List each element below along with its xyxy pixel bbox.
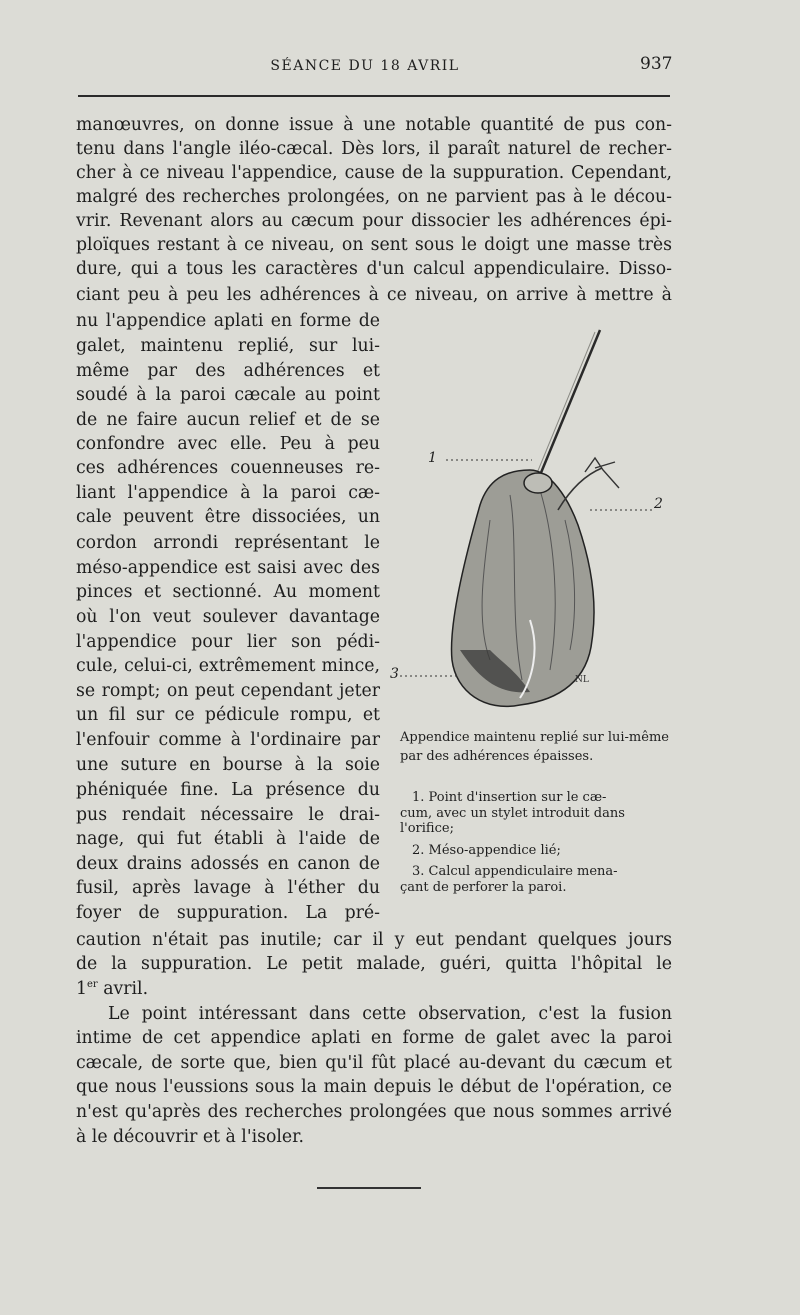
caption-item: 1. Point d'insertion sur le cæ- <box>412 790 607 805</box>
text-line: où l'on veut soulever davantage <box>76 607 380 627</box>
text-line: cher à ce niveau l'appendice, cause de la suppuration. Cependant, <box>76 163 672 183</box>
text-line: de ne faire aucun relief et de se <box>76 410 380 430</box>
ordinal-suffix: er <box>87 979 98 991</box>
text-line: n'est qu'après des recherches prolongées que nous sommes arrivé <box>76 1102 672 1122</box>
figure-label-2: 2 <box>654 496 663 512</box>
figure-label-3: 3 <box>390 666 399 682</box>
appendix-mass <box>452 470 595 706</box>
appendix-illustration <box>390 320 675 725</box>
page-number: 937 <box>640 54 673 74</box>
text-line: l'enfouir comme à l'ordinaire par <box>76 730 380 750</box>
stylet-line <box>538 330 600 480</box>
caption-item: 3. Calcul appendiculaire mena- <box>412 864 618 879</box>
date-rest: avril. <box>97 979 149 999</box>
caption-item: cum, avec un stylet introduit dans <box>400 806 625 821</box>
text-line: soudé à la paroi cæcale au point <box>76 385 380 405</box>
text-line: cordon arrondi représentant le <box>76 533 380 553</box>
text-line: cule, celui-ci, extrêmement mince, <box>76 656 380 676</box>
caption-item: l'orifice; <box>400 821 454 836</box>
text-line: pus rendait nécessaire le drai- <box>76 805 380 825</box>
date-number: 1 <box>76 979 87 999</box>
text-line: manœuvres, on donne issue à une notable quantité de pus con- <box>76 115 672 135</box>
text-line <box>76 978 672 1000</box>
text-line: un fil sur ce pédicule rompu, et <box>76 705 380 725</box>
text-line: l'appendice pour lier son pédi- <box>76 632 380 652</box>
text-line: galet, maintenu replié, sur lui- <box>76 336 380 356</box>
text-line: phéniquée fine. La présence du <box>76 780 380 800</box>
text-line: intime de cet appendice aplati en forme de galet avec la paroi <box>76 1028 672 1048</box>
text-line: cæcale, de sorte que, bien qu'il fût placé au-devant du cæcum et <box>76 1053 672 1073</box>
text-line: ploïques restant à ce niveau, on sent sous le doigt une masse très <box>76 235 672 255</box>
figure-label-1: 1 <box>428 450 437 466</box>
caption-item: çant de perforer la paroi. <box>400 880 567 895</box>
text-line: de la suppuration. Le petit malade, guéri, quitta l'hôpital le <box>76 954 672 974</box>
engraver-signature: NL <box>575 675 589 685</box>
insertion-orifice <box>524 473 552 493</box>
text-line: dure, qui a tous les caractères d'un calcul appendiculaire. Disso- <box>76 259 672 279</box>
text-line: tenu dans l'angle iléo-cæcal. Dès lors, il paraît naturel de recher- <box>76 139 672 159</box>
section-separator <box>317 1187 421 1189</box>
header-rule <box>78 95 670 97</box>
text-line: deux drains adossés en canon de <box>76 854 380 874</box>
text-line: pinces et sectionné. Au moment <box>76 582 380 602</box>
text-line: vrir. Revenant alors au cæcum pour dissocier les adhérences épi- <box>76 211 672 231</box>
running-header: SÉANCE DU 18 AVRIL <box>270 58 460 74</box>
text-line: nage, qui fut établi à l'aide de <box>76 829 380 849</box>
ligature-knot <box>585 458 619 488</box>
text-line: à le découvrir et à l'isoler. <box>76 1127 304 1147</box>
text-line: nu l'appendice aplati en forme de <box>76 311 380 331</box>
text-line: fusil, après lavage à l'éther du <box>76 878 380 898</box>
caption-item: 2. Méso-appendice lié; <box>412 843 561 858</box>
text-line: cale peuvent être dissociées, un <box>76 507 380 527</box>
text-line: même par des adhérences et <box>76 361 380 381</box>
text-line: malgré des recherches prolongées, on ne parvient pas à le décou- <box>76 187 672 207</box>
text-line: Le point intéressant dans cette observation, c'est la fusion <box>108 1004 672 1024</box>
text-line: se rompt; on peut cependant jeter <box>76 681 380 701</box>
text-line: ciant peu à peu les adhérences à ce niveau, on arrive à mettre à <box>76 285 672 305</box>
text-line: confondre avec elle. Peu à peu <box>76 434 380 454</box>
text-line: liant l'appendice à la paroi cæ- <box>76 483 380 503</box>
text-line: une suture en bourse à la soie <box>76 755 380 775</box>
figure-caption-title: Appendice maintenu replié sur lui-même par des adhérences épaisses. <box>400 730 669 764</box>
stylet-shadow <box>535 332 595 478</box>
text-line: ces adhérences couenneuses re- <box>76 458 380 478</box>
text-line: que nous l'eussions sous la main depuis le début de l'opération, ce <box>76 1077 672 1097</box>
text-line: caution n'était pas inutile; car il y eut pendant quelques jours <box>76 930 672 950</box>
text-line: foyer de suppuration. La pré- <box>76 903 380 923</box>
text-line: méso-appendice est saisi avec des <box>76 558 380 578</box>
